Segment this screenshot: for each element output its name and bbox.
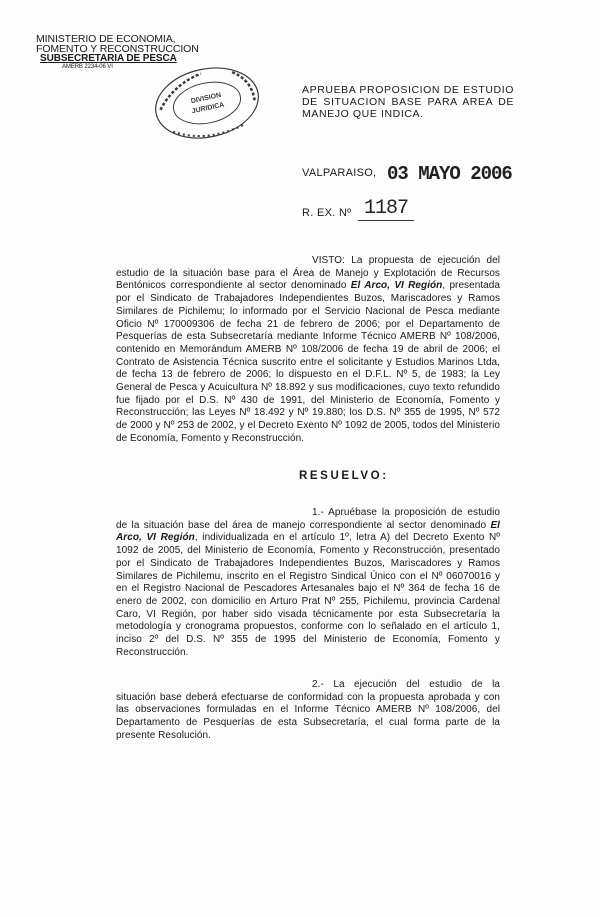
item-1-paragraph xyxy=(116,507,500,659)
stamp-line-1: DIVISION xyxy=(190,91,222,106)
visto-text-b: , presentada por el Sindicato de Trabajadores Independientes Buzos, Mariscadores y Ramos Similares de Pichilemu; lo informado por el Servicio Nacional de Pesca mediante Oficio Nº 170009306 de fecha 21 de febrero de 2006; por el Departamento de Pesquerías de esta Subsecretaría mediante Informe Técnico AMERB Nº 108/2006, contenido en Memorándum AMERB Nº 108/2006 de fecha 19 de abril de 2006; el Contrato de Asistencia Técnica suscrito entre el solicitante y Estudios Marinos Ltda, de fecha 13 de febrero de 2006; lo dispuesto en el D.F.L. Nº 5, de 1983; la Ley General de Pesca y Acuicultura Nº 18.892 y sus modificaciones, cuyo texto refundido fue fijado por el D.S. Nº 430 de 1991, del Ministerio de Economía, Fomento y Reconstrucción; las Leyes Nº 18.492 y Nº 19.880; los D.S. Nº 355 de 1995, Nº 572 de 2000 y Nº 253 de 2002, y el Decreto Exento Nº 1092 de 2005, todos del Ministerio de Economía, Fomento y Reconstrucción. xyxy=(116,280,500,444)
signature-underline xyxy=(358,220,414,221)
item-2-paragraph: 2.- La ejecución del estudio de la situación base deberá efectuarse de conformidad con la propuesta aprobada y con las observaciones formuladas en el Informe Técnico AMERB Nº 108/2006, del Departamento de Pesquerías de esta Subsecretaría, el cual forma parte de la presente Resolución. xyxy=(116,679,500,741)
resuelvo-heading: RESUELVO: xyxy=(299,470,389,482)
visto-paragraph xyxy=(116,255,500,446)
resolution-number xyxy=(302,199,442,223)
dateline xyxy=(302,163,542,187)
ministry-line-2: FOMENTO Y RECONSTRUCCION xyxy=(36,43,199,55)
visto-sector: El Arco, VI Región xyxy=(350,280,443,292)
ministry-line-1: MINISTERIO DE ECONOMIA, xyxy=(36,33,176,45)
subsecretaria-name: SUBSECRETARIA DE PESCA xyxy=(40,53,177,64)
resolution-value: 1187 xyxy=(364,197,409,220)
item-1-text-b: , individualizada en el artículo 1º, letra A) del Decreto Exento Nº 1092 de 2005, del Ministerio de Economía, Fomento y Reconstrucción, presentado por el Sindicato de Trabajadores Independientes Buzos, Mariscadores y Ramos Similares de Pichilemu, inscrito en el Registro Sindical Único con el Nº 06070016 y en el Registro Nacional de Pescadores Artesanales bajo el Nº 364 de fecha 16 de enero de 2002, con domicilio en Arturo Prat Nº 255, Pichilemu, provincia Cardenal Caro, VI Región, por haber sido visada técnicamente por esta Subsecretaría la metodología y cronograma propuestos, conforme con lo señalado en el artículo 1, inciso 2º del D.S. Nº 355 de 1995 del Ministerio de Economía, Fomento y Reconstrucción. xyxy=(116,532,501,658)
stamped-date: 03 MAYO 2006 xyxy=(387,163,512,185)
visto-text-a: VISTO: La propuesta de ejecución del estudio de la situación base para el Área de Manejo y Explotación de Recursos Bentónicos correspondiente al sector denominado xyxy=(116,255,500,292)
reference-code: AMERB 2234-06 VI xyxy=(62,64,113,70)
document-title: APRUEBA PROPOSICION DE ESTUDIO DE SITUACION BASE PARA AREA DE MANEJO QUE INDICA. xyxy=(302,84,514,120)
stamp-line-2: JURIDICA xyxy=(191,101,226,116)
item-1-sector: El Arco, VI Región xyxy=(116,519,500,544)
city: VALPARAISO, xyxy=(302,167,377,179)
resolution-label: R. EX. Nº xyxy=(302,207,352,219)
item-1-text-a: 1.- Apruébase la proposición de estudio de la situación base del área de manejo correspondiente al sector denominado xyxy=(116,507,500,531)
division-juridica-stamp xyxy=(148,60,266,146)
